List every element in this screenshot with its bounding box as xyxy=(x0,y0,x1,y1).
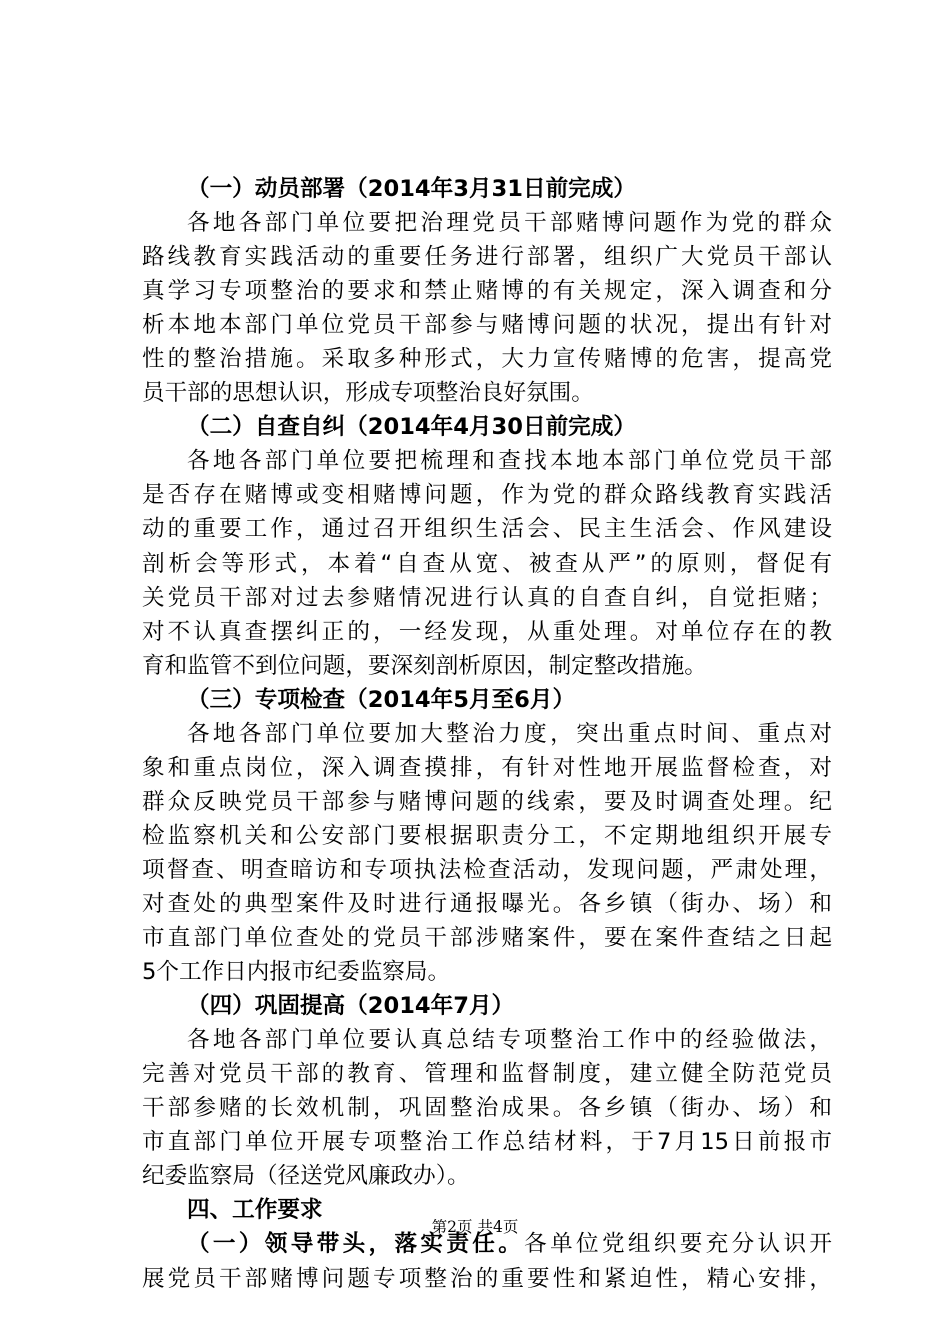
page-footer: 第2页 共4页 xyxy=(431,1218,519,1236)
paragraph-line: 析本地本部门单位党员干部参与赌博问题的状况，提出有针对 xyxy=(142,312,832,339)
paragraph-line: 各地各部门单位要认真总结专项整治工作中的经验做法， xyxy=(187,1027,832,1054)
paragraph-line: 是否存在赌博或变相赌博问题，作为党的群众路线教育实践活 xyxy=(142,482,832,509)
paragraph-line: 各地各部门单位要加大整治力度，突出重点时间、重点对 xyxy=(187,720,832,747)
paragraph-line: 对查处的典型案件及时进行通报曝光。各乡镇（街办、场）和 xyxy=(142,890,832,917)
document-body xyxy=(142,172,832,1296)
paragraph-line: 市直部门单位查处的党员干部涉赌案件，要在案件查结之日起 xyxy=(142,925,832,952)
paragraph-line: 关党员干部对过去参赌情况进行认真的自查自纠，自觉拒赌； xyxy=(142,584,832,611)
section-heading: （一）动员部署（2014年3月31日前完成） xyxy=(187,176,636,202)
paragraph-line: 对不认真查摆纠正的，一经发现，从重处理。对单位存在的教 xyxy=(142,618,832,645)
paragraph-line: 真学习专项整治的要求和禁止赌博的有关规定，深入调查和分 xyxy=(142,278,832,305)
paragraph-line: 展党员干部赌博问题专项整治的重要性和紧迫性，精心安排， xyxy=(142,1265,832,1292)
paragraph-line: 5个工作日内报市纪委监察局。 xyxy=(142,959,451,986)
paragraph-line: 各地各部门单位要把梳理和查找本地本部门单位党员干部 xyxy=(187,448,832,475)
paragraph-line: 市直部门单位开展专项整治工作总结材料，于7月15日前报市 xyxy=(142,1129,832,1156)
paragraph-line: 员干部的思想认识，形成专项整治良好氛围。 xyxy=(142,380,594,407)
inline-heading: （一）领导带头，落实责任。 xyxy=(187,1231,525,1258)
paragraph-line: 项督查、明查暗访和专项执法检查活动，发现问题，严肃处理， xyxy=(142,856,832,883)
paragraph-line: 性的整治措施。采取多种形式，大力宣传赌博的危害，提高党 xyxy=(142,346,832,373)
section-heading: （三）专项检查（2014年5月至6月） xyxy=(187,686,576,713)
section-heading: （二）自查自纠（2014年4月30日前完成） xyxy=(187,414,636,441)
paragraph-line: 干部参赌的长效机制，巩固整治成果。各乡镇（街办、场）和 xyxy=(142,1095,832,1122)
paragraph-line: 象和重点岗位，深入调查摸排，有针对性地开展监督检查，对 xyxy=(142,754,832,781)
paragraph-line: 路线教育实践活动的重要任务进行部署，组织广大党员干部认 xyxy=(142,244,832,271)
paragraph-line: 检监察机关和公安部门要根据职责分工，不定期地组织开展专 xyxy=(142,822,832,849)
paragraph-line: 动的重要工作，通过召开组织生活会、民主生活会、作风建设 xyxy=(142,516,832,543)
paragraph-line: 完善对党员干部的教育、管理和监督制度，建立健全防范党员 xyxy=(142,1061,832,1088)
section-heading: （四）巩固提高（2014年7月） xyxy=(187,993,515,1020)
paragraph-line: 纪委监察局（径送党风廉政办）。 xyxy=(142,1163,470,1190)
section-heading: 四、工作要求 xyxy=(187,1197,323,1224)
paragraph-text: 各单位党组织要充分认识开 xyxy=(524,1231,833,1258)
paragraph-line: 各地各部门单位要把治理党员干部赌博问题作为党的群众 xyxy=(187,210,832,237)
paragraph-line: 群众反映党员干部参与赌博问题的线索，要及时调查处理。纪 xyxy=(142,788,832,815)
paragraph-line: 剖析会等形式，本着“自查从宽、被查从严”的原则，督促有 xyxy=(142,550,832,577)
paragraph-line: 育和监管不到位问题，要深刻剖析原因，制定整改措施。 xyxy=(142,652,707,679)
